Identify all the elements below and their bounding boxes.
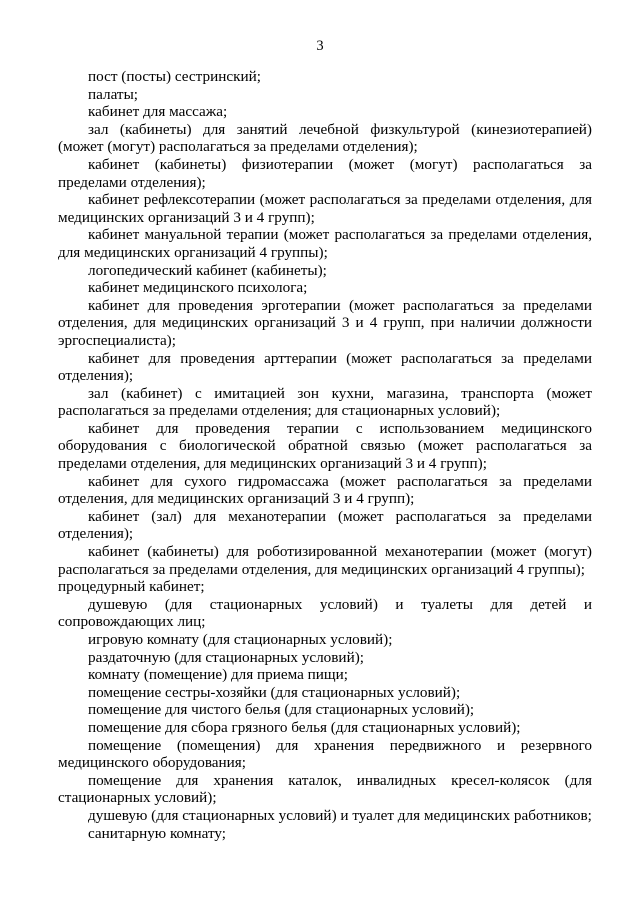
list-item: палаты; — [88, 85, 138, 103]
list-item: помещение сестры-хозяйки (для стационарных условий); — [88, 683, 461, 701]
list-item: кабинет (кабинеты) для роботизированной механотерапии (может (могут) располагаться за пределами отделения, для медицинских организаций 4 группы); — [58, 543, 592, 578]
list-item: кабинет для массажа; — [88, 103, 228, 121]
list-item: зал (кабинеты) для занятий лечебной физкультурой (кинезиотерапией) (может (могут) располагаться за пределами отделения); — [58, 120, 592, 156]
list-item: помещение для чистого белья (для стационарных условий); — [88, 701, 475, 719]
list-item: помещение для сбора грязного белья (для стационарных условий); — [88, 718, 521, 736]
list-item: санитарную комнату; — [88, 824, 226, 842]
list-item: игровую комнату (для стационарных условий); — [88, 631, 393, 648]
list-item: помещение для хранения каталок, инвалидных кресел-колясок (для стационарных условий); — [58, 771, 592, 807]
list-item: кабинет (зал) для механотерапии (может располагаться за пределами отделения); — [58, 507, 592, 543]
list-item: раздаточную (для стационарных условий); — [88, 648, 364, 666]
list-item: кабинет для проведения арттерапии (может располагаться за пределами отделения); — [58, 349, 592, 385]
list-item: пост (посты) сестринский; — [88, 68, 261, 85]
list-item: помещение (помещения) для хранения передвижного и резервного медицинского оборудования; — [58, 736, 592, 772]
page-number: 3 — [316, 38, 324, 54]
document-body — [58, 68, 592, 842]
list-item: комнату (помещение) для приема пищи; — [88, 666, 348, 684]
list-item: логопедический кабинет (кабинеты); — [88, 261, 327, 279]
list-item: зал (кабинет) с имитацией зон кухни, магазина, транспорта (может располагаться за пределами отделения; для стационарных условий); — [58, 384, 592, 420]
list-item: душевую (для стационарных условий) и туалеты для детей и сопровождающих лиц; — [58, 595, 592, 631]
list-item: кабинет (кабинеты) физиотерапии (может (могут) располагаться за пределами отделения); — [58, 155, 592, 191]
list-item: кабинет для проведения терапии с использованием медицинского оборудования с биологической обратной связью (может располагаться за пределами отделения, для медицинских организаций 3 и 4 групп); — [58, 419, 592, 473]
list-item: кабинет рефлексотерапии (может располагаться за пределами отделения, для медицинских организаций 3 и 4 групп); — [58, 191, 592, 226]
list-item: кабинет медицинского психолога; — [88, 279, 308, 297]
list-item: процедурный кабинет; — [58, 578, 205, 596]
list-item: кабинет мануальной терапии (может располагаться за пределами отделения, для медицинских организаций 4 группы); — [58, 226, 592, 261]
list-item: кабинет для сухого гидромассажа (может располагаться за пределами отделения, для медицинских организаций 3 и 4 групп); — [58, 472, 592, 508]
list-item: душевую (для стационарных условий) и туалет для медицинских работников; — [88, 806, 592, 824]
list-item: кабинет для проведения эрготерапии (может располагаться за пределами отделения, для медицинских организаций 3 и 4 групп, при наличии должности эргоспециалиста); — [58, 296, 592, 349]
